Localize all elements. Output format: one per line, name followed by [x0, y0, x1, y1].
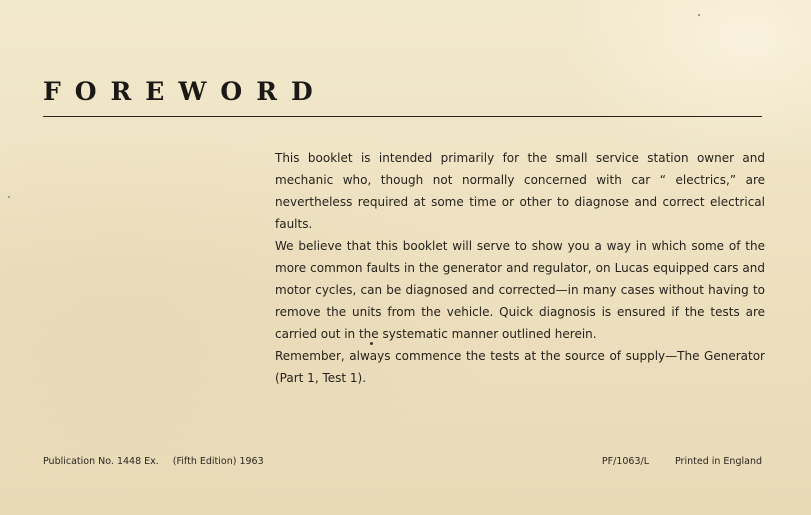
paragraph-reminder: Remember, always commence the tests at the source of supply—The Generator (Part 1, Test 1).	[275, 349, 765, 385]
paragraph-intro: This booklet is intended primarily for the small service station owner and mechanic who, though not normally concerned with car “ electrics,” are nevertheless required at some time or other to diagnose and correct electrical faults.	[275, 151, 765, 231]
footer-publication-info	[43, 456, 264, 467]
publication-number: Publication No. 1448 Ex.	[43, 456, 159, 467]
edition-info: (Fifth Edition) 1963	[172, 456, 264, 467]
printed-in: Printed in England	[675, 456, 762, 467]
paper-speck	[698, 14, 700, 16]
foreword-body	[275, 147, 765, 389]
paper-speck	[370, 342, 373, 345]
footer-print-info	[602, 456, 762, 467]
heading-rule	[43, 116, 762, 117]
foreword-heading: FOREWORD	[43, 77, 327, 106]
paragraph-purpose: We believe that this booklet will serve to show you a way in which some of the more common faults in the generator and regulator, on Lucas equipped cars and motor cycles, can be diagnosed and corrected—in many cases without having to remove the units from the vehicle. Quick diagnosis is ensured if the tests are carried out in the systematic manner outlined herein.	[275, 239, 765, 341]
paper-speck	[8, 196, 10, 198]
reference-code: PF/1063/L	[601, 456, 649, 467]
